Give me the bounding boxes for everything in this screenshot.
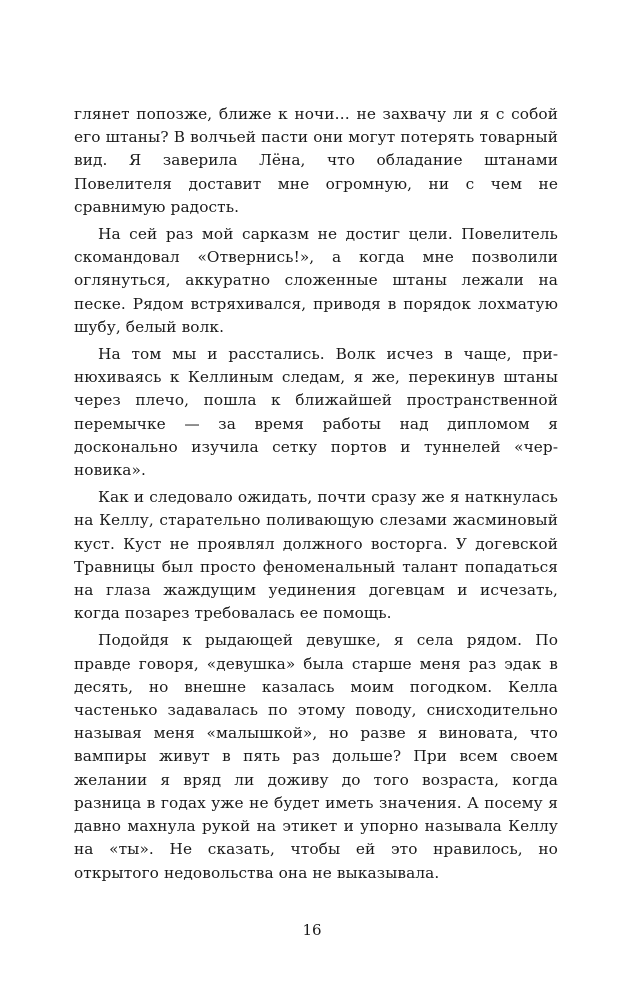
- paragraph-1: глянет попозже, ближе к ночи… не захвачу ли я с собой его штаны? В волчьей пасти они могут потерять товарный вид. Я заверила Лёна, что обладание штанами Повелителя доставит мне огромную, ни с чем не сравнимую радость.: [74, 105, 558, 216]
- paragraph-2: На сей раз мой сарказм не достиг цели. Повелитель скомандовал «Отвернись!», а когда мне позволили оглянуться, аккуратно сложенные штаны лежали на песке. Рядом встряхивался, приводя в порядок лохматую шубу, белый волк.: [74, 225, 558, 336]
- paragraph-3: На том мы и расстались. Волк исчез в чаще, принюхиваясь к Келлиным следам, я же, перекинув штаны через плечо, пошла к ближайшей пространственной перемычке — за время работы над дипломом я досконально изучила сетку портов и туннелей «черновика».: [74, 345, 558, 480]
- paragraph-5: Подойдя к рыдающей девушке, я села рядом. По правде говоря, «девушка» была старше меня раз эдак в десять, но внешне казалась моим погодком. Келла частенько задавалась по этому поводу, снисходительно называя меня «малышкой», но разве я виновата, что вампиры живут в пять раз дольше? При всем своем желании я вряд ли доживу до того возраста, когда разница в годах уже не будет иметь значения. А посему я давно махнула рукой на этикет и упорно называла Келлу на «ты». Не сказать, чтобы ей это нравилось, но открытого недовольства она не выказывала.: [74, 631, 558, 882]
- paragraph-4: Как и следовало ожидать, почти сразу же я наткнулась на Келлу, старательно поливающую слезами жасминовый куст. Куст не проявлял должного восторга. У догевской Травницы был просто феноменальный талант попадаться на глаза жаждущим уединения догевцам и исчезать, когда позарез требовалась ее помощь.: [74, 488, 558, 623]
- page-number: 16: [302, 921, 322, 939]
- body-text: [74, 103, 558, 889]
